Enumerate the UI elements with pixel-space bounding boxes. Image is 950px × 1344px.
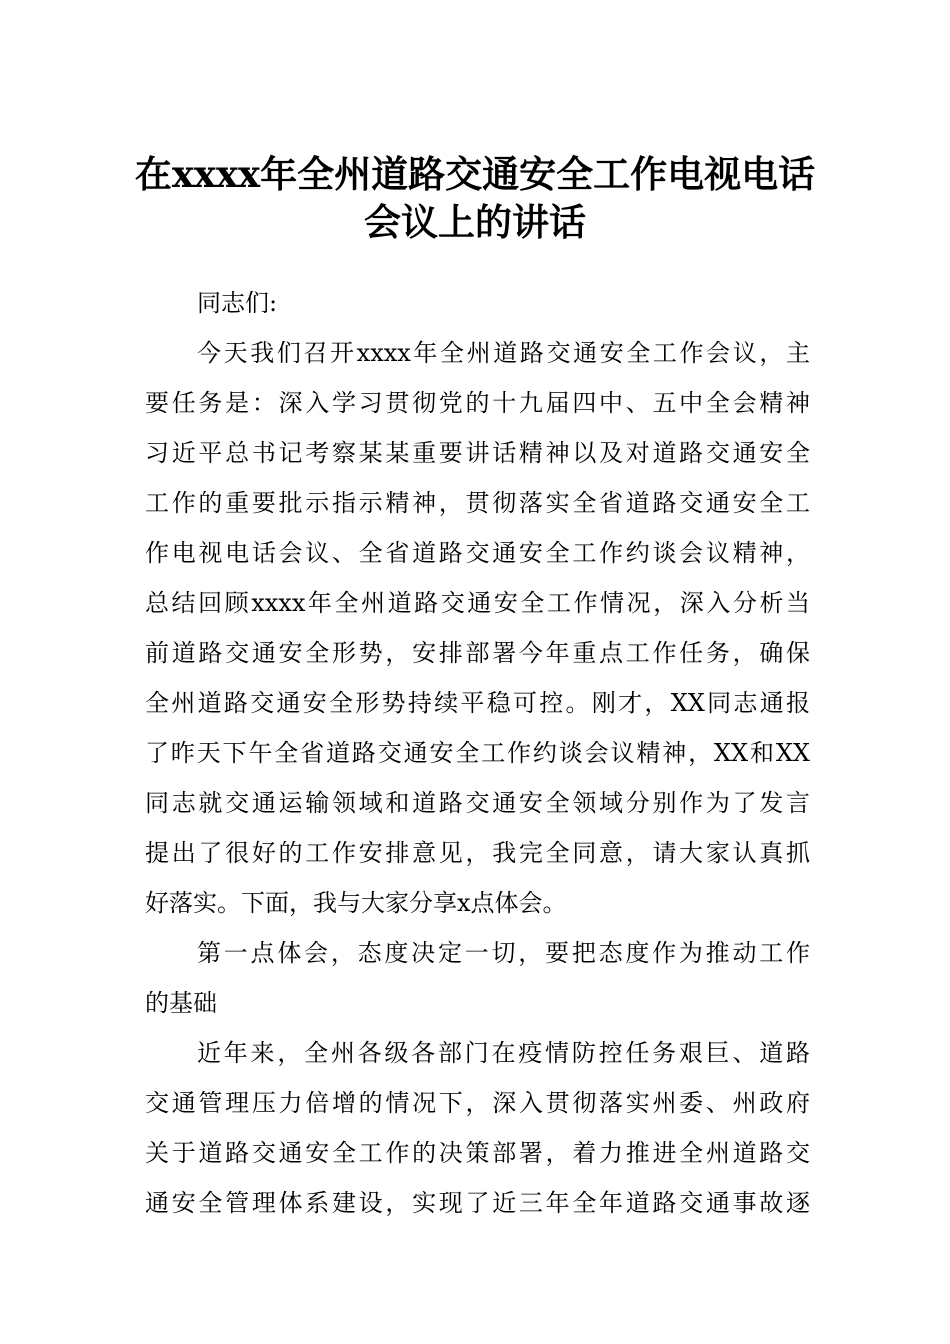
section-heading-line: 第一点体会，态度决定一切，要把态度作为推动工作 — [197, 939, 810, 967]
body-line: 交通管理压力倍增的情况下，深入贯彻落实州委、州政府 — [145, 1089, 810, 1117]
section-heading-line: 的基础 — [145, 989, 217, 1017]
salutation-line: 同志们: — [197, 289, 278, 317]
title-line-2: 会议上的讲话 — [364, 200, 586, 244]
body-line: 同志就交通运输领域和道路交通安全领域分别作为了发言 — [145, 789, 810, 817]
body-line: 通安全管理体系建设，实现了近三年全年道路交通事故逐 — [145, 1189, 810, 1217]
body-line: 了昨天下午全省道路交通安全工作约谈会议精神，XX和XX — [145, 739, 810, 767]
body-line: 关于道路交通安全工作的决策部署，着力推进全州道路交 — [145, 1139, 810, 1167]
body-line: 提出了很好的工作安排意见，我完全同意，请大家认真抓 — [145, 839, 810, 867]
body-line: 作电视电话会议、全省道路交通安全工作约谈会议精神， — [145, 539, 810, 567]
document-title — [120, 150, 830, 246]
title-line-1: 在xxxx年全州道路交通安全工作电视电话 — [134, 152, 816, 196]
body-line: 好落实。下面，我与大家分享x点体会。 — [145, 889, 567, 917]
body-line: 近年来，全州各级各部门在疫情防控任务艰巨、道路 — [197, 1039, 810, 1067]
body-line: 要任务是：深入学习贯彻党的十九届四中、五中全会精神 — [145, 389, 810, 417]
body-line: 习近平总书记考察某某重要讲话精神以及对道路交通安全 — [145, 439, 810, 467]
body-line: 今天我们召开xxxx年全州道路交通安全工作会议，主 — [197, 339, 810, 367]
body-line: 全州道路交通安全形势持续平稳可控。刚才，XX同志通报 — [145, 689, 810, 717]
document-body — [145, 278, 810, 1228]
body-line: 工作的重要批示指示精神，贯彻落实全省道路交通安全工 — [145, 489, 810, 517]
body-line: 总结回顾xxxx年全州道路交通安全工作情况，深入分析当 — [145, 589, 810, 617]
body-line: 前道路交通安全形势，安排部署今年重点工作任务，确保 — [145, 639, 810, 667]
